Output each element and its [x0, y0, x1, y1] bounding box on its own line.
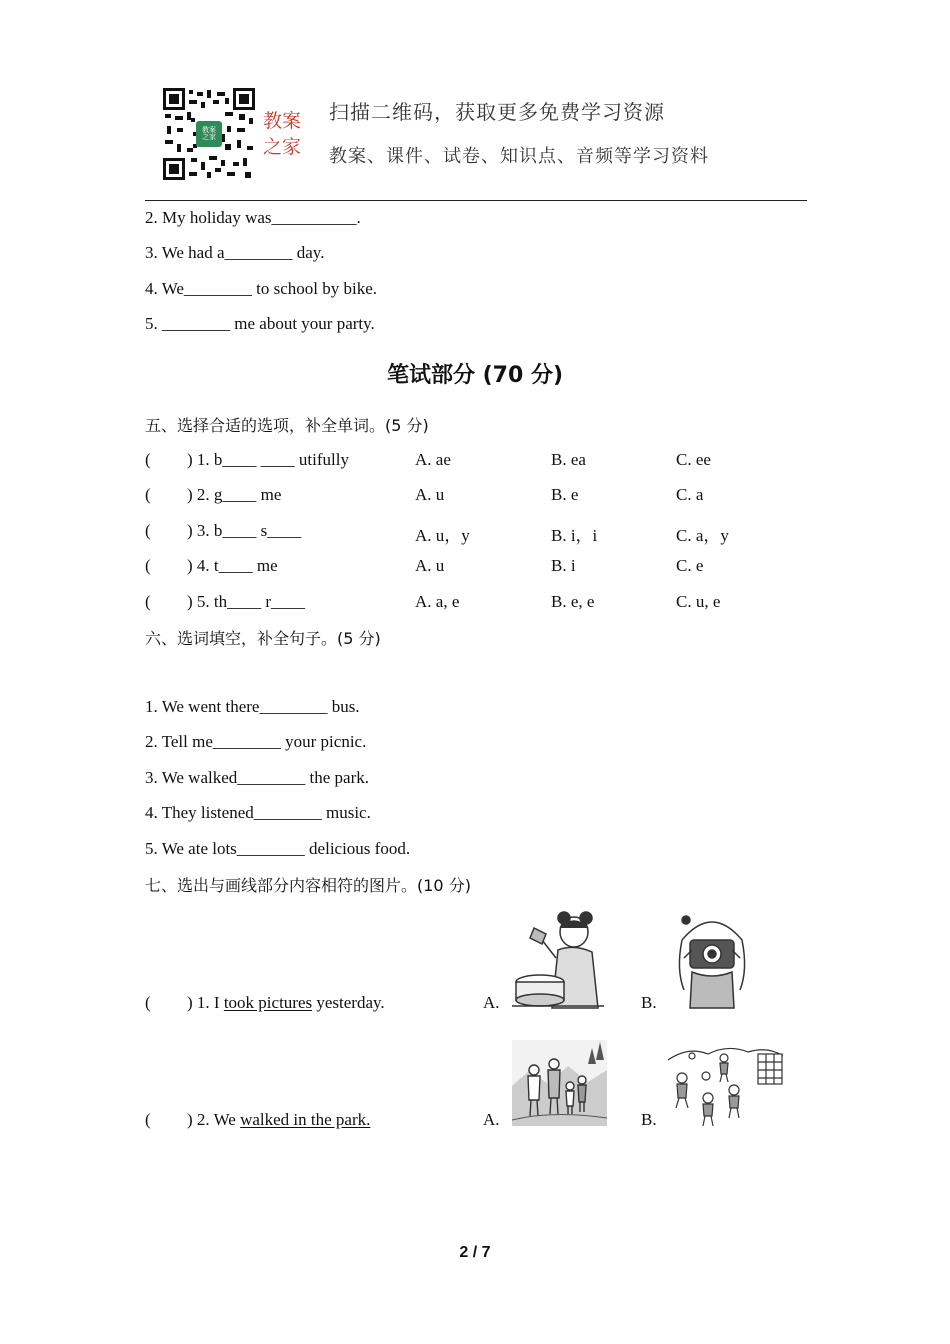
- family-walk-illustration: [512, 1040, 607, 1126]
- qr-code: [163, 88, 255, 180]
- option-a-label: A.: [483, 993, 500, 1012]
- option-c: C. e: [676, 556, 704, 575]
- brand-logo: [263, 108, 323, 160]
- brand-logo-line1: 教案: [263, 110, 302, 132]
- answer-paren: (: [145, 521, 151, 540]
- listening-item: 3. We had a________ day.: [145, 243, 325, 262]
- question-text: ) 4. t____ me: [187, 556, 278, 575]
- option-a: A. u: [415, 485, 445, 504]
- section6-item: 4. They listened________ music.: [145, 803, 371, 822]
- option-b: B. i，i: [551, 526, 598, 545]
- question-prefix: ) 2. We: [187, 1110, 241, 1129]
- banner-line2: 教案、课件、试卷、知识点、音频等学习资料: [329, 146, 709, 167]
- answer-paren: (: [145, 450, 151, 469]
- question-text: ) 3. b____ s____: [187, 521, 302, 540]
- written-section-title: 笔试部分 (70 分): [386, 363, 564, 388]
- section6-item: 1. We went there________ bus.: [145, 697, 360, 716]
- brand-logo-line2: 之家: [263, 136, 302, 158]
- option-b: B. e, e: [551, 592, 595, 611]
- camera-girl-illustration: [668, 910, 756, 1010]
- option-c: C. a: [676, 485, 704, 504]
- option-a: A. a, e: [415, 592, 460, 611]
- option-b-label: B.: [641, 993, 657, 1012]
- question-text: ) 5. th____ r____: [187, 592, 306, 611]
- question-text: ) 1. b____ ____ utifully: [187, 450, 349, 469]
- answer-paren: (: [145, 556, 151, 575]
- section7-question: [187, 993, 385, 1013]
- qr-center-logo: 教案之家: [202, 126, 216, 141]
- option-a: A. ae: [415, 450, 451, 469]
- section6-item: 5. We ate lots________ delicious food.: [145, 839, 411, 858]
- answer-paren: (: [145, 592, 151, 611]
- section5-title: 五、选择合适的选项，补全单词。(5 分): [145, 416, 429, 435]
- section6-item: 2. Tell me________ your picnic.: [145, 732, 367, 751]
- banner-line1: 扫描二维码，获取更多免费学习资源: [329, 100, 665, 124]
- section6-title: 六、选词填空，补全句子。(5 分): [145, 629, 381, 648]
- header-divider: [145, 200, 807, 201]
- option-a-label: A.: [483, 1110, 500, 1129]
- question-text: ) 2. g____ me: [187, 485, 282, 504]
- option-c: C. a，y: [676, 526, 729, 545]
- option-c: C. ee: [676, 450, 711, 469]
- option-a: A. u，y: [415, 526, 470, 545]
- option-b: B. ea: [551, 450, 586, 469]
- kids-football-illustration: [668, 1040, 783, 1128]
- underlined-phrase: took pictures: [223, 993, 313, 1012]
- listening-item: 4. We________ to school by bike.: [145, 279, 378, 298]
- option-b: B. i: [551, 556, 576, 575]
- option-b-label: B.: [641, 1110, 657, 1129]
- option-b: B. e: [551, 485, 579, 504]
- answer-paren: (: [145, 485, 151, 504]
- listening-item: 5. ________ me about your party.: [145, 314, 375, 333]
- answer-paren: (: [145, 993, 151, 1012]
- cake-girl-illustration: [512, 910, 604, 1010]
- listening-item: 2. My holiday was__________.: [145, 208, 361, 227]
- underlined-phrase: walked in the park.: [240, 1110, 371, 1129]
- section6-item: 3. We walked________ the park.: [145, 768, 369, 787]
- question-prefix: ) 1. I: [187, 993, 224, 1012]
- section7-title: 七、选出与画线部分内容相符的图片。(10 分): [145, 876, 471, 895]
- section7-question: [187, 1110, 370, 1130]
- option-c: C. u, e: [676, 592, 721, 611]
- question-suffix: yesterday.: [312, 993, 385, 1012]
- page-number: 2 / 7: [459, 1244, 491, 1261]
- option-a: A. u: [415, 556, 445, 575]
- answer-paren: (: [145, 1110, 151, 1129]
